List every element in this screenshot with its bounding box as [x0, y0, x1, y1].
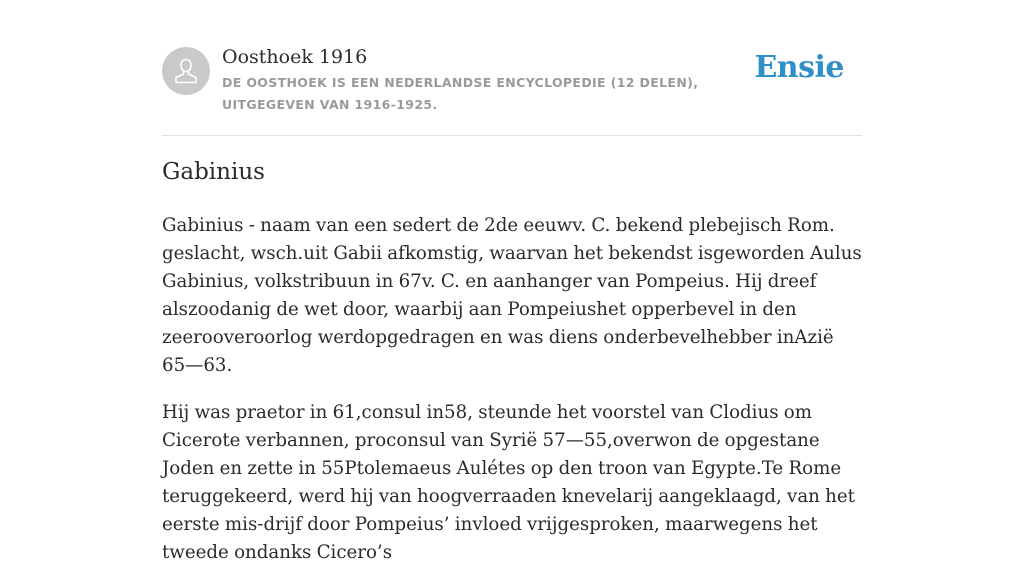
- header-divider: [162, 135, 862, 136]
- source-header: [162, 46, 862, 116]
- source-description: DE OOSTHOEK IS EEN NEDERLANDSE ENCYCLOPEDIE (12 DELEN), UITGEGEVEN VAN 1916-1925.: [222, 75, 699, 112]
- source-avatar[interactable]: [162, 47, 210, 95]
- entry-title: Gabinius: [162, 159, 265, 185]
- source-title[interactable]: Oosthoek 1916: [222, 46, 368, 68]
- entry-paragraph-2: Hij was praetor in 61,consul in58, steunde het voorstel van Clodius om Cicerote verbannen, proconsul van Syrië 57—55,overwon de opgestane Joden en zette in 55Ptolemaeus Aulétes op den troon van Egypte.Te Rome teruggekeerd, werd hij van hoogverraaden knevelarij aangeklaagd, van het eerste mis-drijf door Pompeius’ invloed vrijgesproken, maarwegens het tweede ondanks Cicero’s: [162, 402, 855, 563]
- user-silhouette-icon: [172, 56, 200, 86]
- ensie-logo[interactable]: Ensie: [754, 50, 844, 85]
- entry-content: [162, 212, 862, 586]
- entry-paragraph-1: Gabinius - naam van een sedert de 2de eeuwv. C. bekend plebejisch Rom. geslacht, wsch.uit Gabii afkomstig, waarvan het bekendst isgeworden Aulus Gabinius, volkstribuun in 67v. C. en aanhanger van Pompeius. Hij dreef alszoodanig de wet door, waarbij aan Pompeiushet opperbevel in den zeerooveroorlog werdopgedragen en was diens onderbevelhebber inAzië 65—63.: [162, 215, 862, 376]
